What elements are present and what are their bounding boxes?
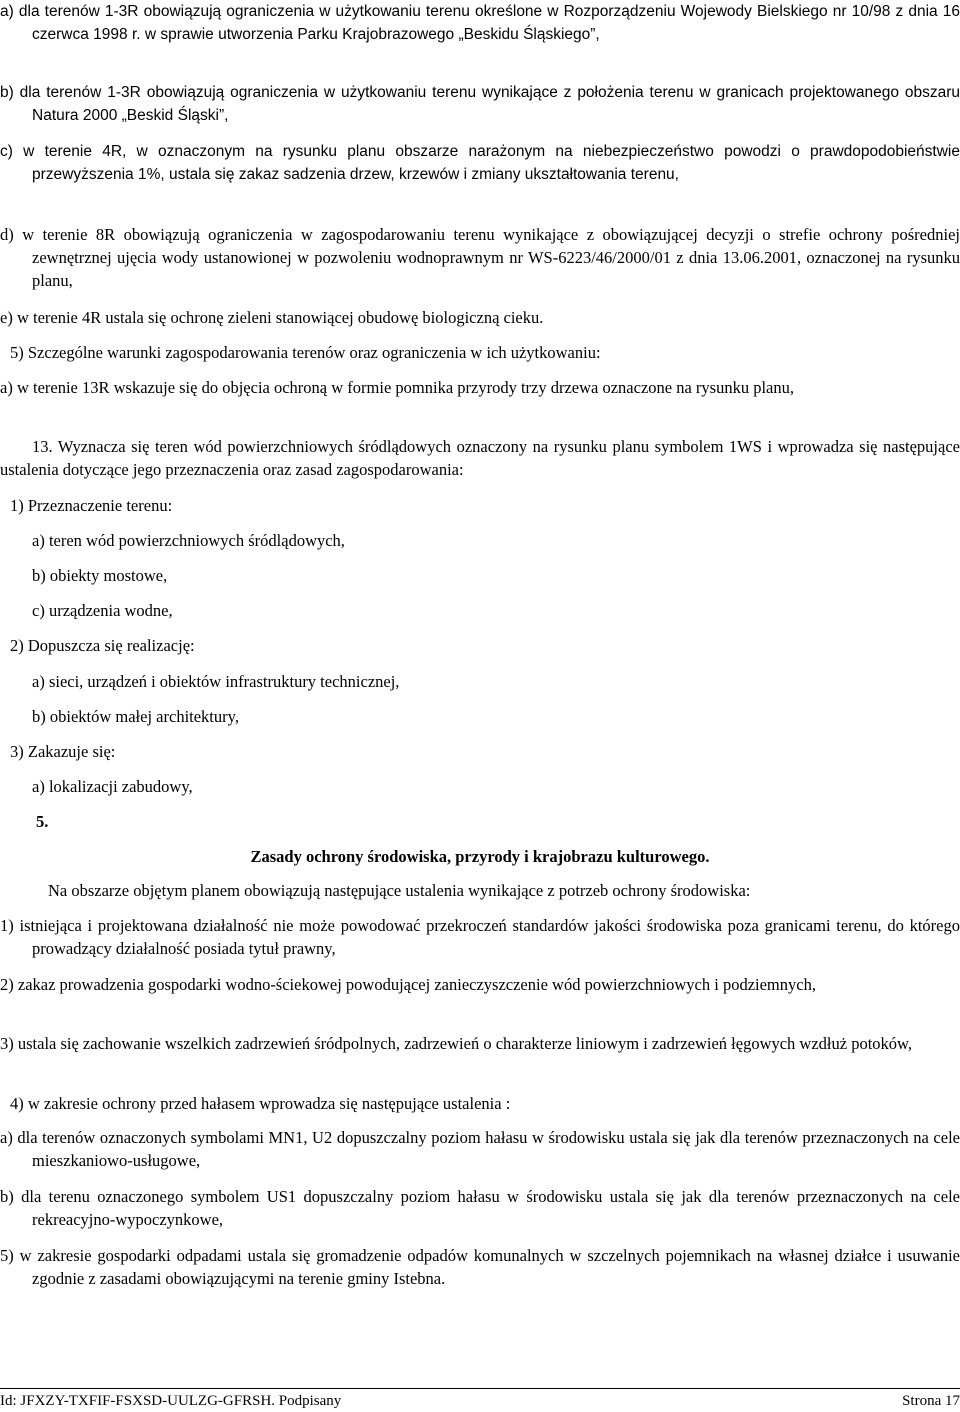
env-item-1: 1) istniejąca i projektowana działalność nie może powodować przekroczeń standardów jakości środowiska poza granicami terenu, do którego prowadzący działalność posiada tytuł prawny,: [0, 916, 960, 958]
paragraph-c-flood-zone: c) w terenie 4R, w oznaczonym na rysunku planu obszarze narażonym na niebezpieczeństwo powodzi o prawdopodobieństwie przewyższenia 1%, ustala się zakaz sadzenia drzew, krzewów i zmiany ukształtowania terenu,: [0, 143, 960, 183]
paragraph-e-greenery: e) w terenie 4R ustala się ochronę zieleni stanowiącej obudowę biologiczną cieku.: [0, 308, 544, 327]
paragraph-b-natura-2000: b) dla terenów 1-3R obowiązują ograniczenia w użytkowaniu terenu wynikające z położenia terenu w granicach projektowanego obszaru Natura 2000 „Beskid Śląski”,: [0, 84, 960, 124]
env-item-5: 5) w zakresie gospodarki odpadami ustala się gromadzenie odpadów komunalnych w szczelnych pojemnikach na własnej działce i usuwanie zgodnie z zasadami obowiązującymi na terenie gminy Istebna.: [0, 1246, 960, 1288]
item-1a: a) teren wód powierzchniowych śródlądowych,: [32, 531, 345, 550]
env-item-2: 2) zakaz prowadzenia gospodarki wodno-ściekowej powodującej zanieczyszczenie wód powierzchniowych i podziemnych,: [0, 975, 816, 994]
paragraph-d-water-intake: d) w terenie 8R obowiązują ograniczenia w zagospodarowaniu terenu wynikające z obowiązującej decyzji o strefie ochrony pośredniej zewnętrznej ujęcia wody ustanowionej w pozwoleniu wodnoprawnym nr WS-6223/46/2000/01 z dnia 13.06.2001, oznaczonej na rysunku planu,: [0, 225, 960, 290]
env-item-4a: a) dla terenów oznaczonych symbolami MN1, U2 dopuszczalny poziom hałasu w środowisku ustala się jak dla terenów przeznaczonych na cele mieszkaniowo-usługowe,: [0, 1128, 960, 1170]
environment-intro: Na obszarze objętym planem obowiązują następujące ustalenia wynikające z potrzeb ochrony środowiska:: [48, 881, 751, 900]
section-5-title: Zasady ochrony środowiska, przyrody i krajobrazu kulturowego.: [250, 847, 710, 866]
page-footer: [0, 1388, 960, 1412]
item-1c: c) urządzenia wodne,: [32, 601, 173, 620]
paragraph-5-special-conditions: 5) Szczególne warunki zagospodarowania terenów oraz ograniczenia w ich użytkowaniu:: [10, 343, 601, 362]
env-item-4b: b) dla terenu oznaczonego symbolem US1 dopuszczalny poziom hałasu w środowisku ustala się jak dla terenów przeznaczonych na cele rekreacyjno-wypoczynkowe,: [0, 1187, 960, 1229]
item-2b: b) obiektów małej architektury,: [32, 707, 239, 726]
paragraph-a-landscape-park: a) dla terenów 1-3R obowiązują ograniczenia w użytkowaniu terenu określone w Rozporządzeniu Wojewody Bielskiego nr 10/98 z dnia 16 czerwca 1998 r. w sprawie utworzenia Parku Krajobrazowego „Beskidu Śląskiego”,: [0, 3, 960, 43]
item-2a: a) sieci, urządzeń i obiektów infrastruktury technicznej,: [32, 672, 400, 691]
page-number: Strona 17: [902, 1393, 960, 1409]
section-5-number: 5.: [36, 812, 49, 831]
paragraph-13-surface-waters: 13. Wyznacza się teren wód powierzchniowych śródlądowych oznaczony na rysunku planu symbolem 1WS i wprowadza się następujące ustalenia dotyczące jego przeznaczenia oraz zasad zagospodarowania:: [0, 437, 960, 479]
item-1-land-use: 1) Przeznaczenie terenu:: [10, 496, 173, 515]
env-item-3: 3) ustala się zachowanie wszelkich zadrzewień śródpolnych, zadrzewień o charakterze liniowym i zadrzewień łęgowych wzdłuż potoków,: [0, 1034, 913, 1053]
item-3-prohibited: 3) Zakazuje się:: [10, 742, 116, 761]
document-id: Id: JFXZY-TXFIF-FSXSD-UULZG-GFRSH. Podpisany: [0, 1393, 342, 1409]
item-2-permitted: 2) Dopuszcza się realizację:: [10, 636, 195, 655]
item-1b: b) obiekty mostowe,: [32, 566, 168, 585]
env-item-4: 4) w zakresie ochrony przed hałasem wprowadza się następujące ustalenia :: [10, 1094, 511, 1113]
item-3a: a) lokalizacji zabudowy,: [32, 777, 193, 796]
paragraph-5a-natural-monument: a) w terenie 13R wskazuje się do objęcia ochroną w formie pomnika przyrody trzy drzewa oznaczone na rysunku planu,: [0, 378, 794, 397]
